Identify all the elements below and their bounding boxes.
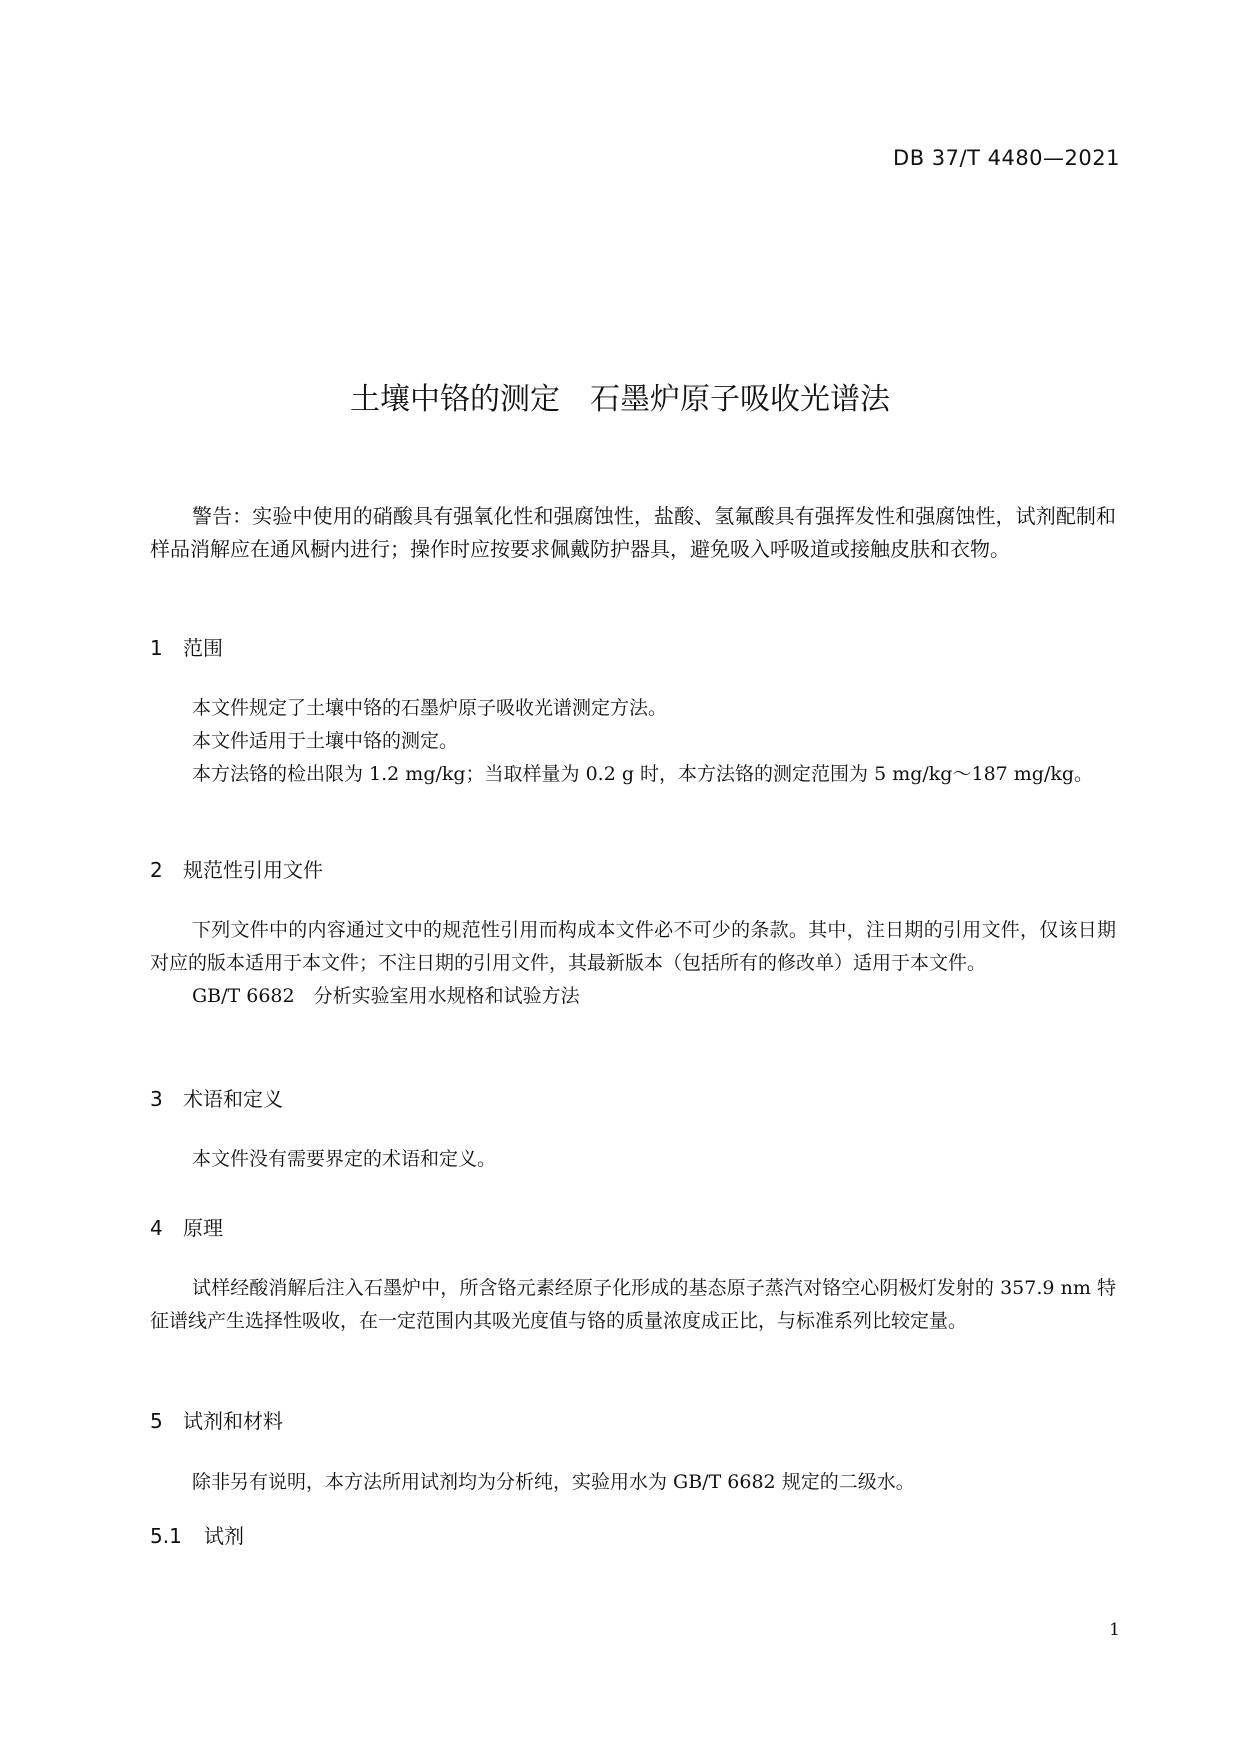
section-body-principle: [150, 1272, 1116, 1338]
section-body-normative-references: [150, 914, 1116, 1013]
reference-item: GB/T 6682 分析实验室用水规格和试验方法: [192, 985, 580, 1007]
section-body-terms: [150, 1143, 1116, 1176]
standard-code: DB 37/T 4480—2021: [893, 146, 1120, 170]
section-number: 1: [150, 636, 163, 660]
section-number: 4: [150, 1216, 163, 1240]
page-number: 1: [1109, 1620, 1120, 1640]
section-number: 5: [150, 1409, 163, 1433]
section-heading-scope: [150, 632, 223, 661]
paragraph: 试样经酸消解后注入石墨炉中，所含铬元素经原子化形成的基态原子蒸汽对铬空心阴极灯发射的 357.9 nm 特征谱线产生选择性吸收，在一定范围内其吸光度值与铬的质量浓度成正比，与标准系列比较定量。: [150, 1277, 1116, 1332]
section-body-reagents-materials: [150, 1466, 1116, 1499]
section-heading-normative-references: [150, 854, 323, 883]
section-number: 3: [150, 1087, 163, 1111]
paragraph: 本文件适用于土壤中铬的测定。: [192, 730, 459, 752]
paragraph: 本方法铬的检出限为 1.2 mg/kg；当取样量为 0.2 g 时，本方法铬的测定范围为 5 mg/kg～187 mg/kg。: [192, 763, 1094, 785]
section-heading-principle: [150, 1212, 223, 1241]
paragraph: 除非另有说明，本方法所用试剂均为分析纯，实验用水为 GB/T 6682 规定的二级水。: [192, 1471, 915, 1493]
subsection-number: 5.1: [150, 1524, 182, 1548]
paragraph: 本文件规定了土壤中铬的石墨炉原子吸收光谱测定方法。: [192, 697, 668, 719]
section-title: 试剂和材料: [183, 1409, 283, 1433]
section-title: 规范性引用文件: [183, 858, 323, 882]
section-heading-reagents-materials: [150, 1405, 283, 1434]
document-title: 土壤中铬的测定 石墨炉原子吸收光谱法: [350, 382, 890, 417]
section-body-scope: [150, 692, 1116, 791]
subsection-heading-reagents: [150, 1520, 244, 1549]
paragraph: 本文件没有需要界定的术语和定义。: [192, 1148, 497, 1170]
warning-text: 警告：实验中使用的硝酸具有强氧化性和强腐蚀性，盐酸、氢氟酸具有强挥发性和强腐蚀性，试剂配制和样品消解应在通风橱内进行；操作时应按要求佩戴防护器具，避免吸入呼吸道或接触皮肤和衣物。: [150, 504, 1116, 561]
subsection-title: 试剂: [204, 1524, 244, 1548]
section-number: 2: [150, 858, 163, 882]
section-title: 术语和定义: [183, 1087, 283, 1111]
section-title: 范围: [183, 636, 223, 660]
section-title: 原理: [183, 1216, 223, 1240]
paragraph: 下列文件中的内容通过文中的规范性引用而构成本文件必不可少的条款。其中，注日期的引用文件，仅该日期对应的版本适用于本文件；不注日期的引用文件，其最新版本（包括所有的修改单）适用于本文件。: [150, 919, 1116, 974]
section-heading-terms: [150, 1083, 283, 1112]
